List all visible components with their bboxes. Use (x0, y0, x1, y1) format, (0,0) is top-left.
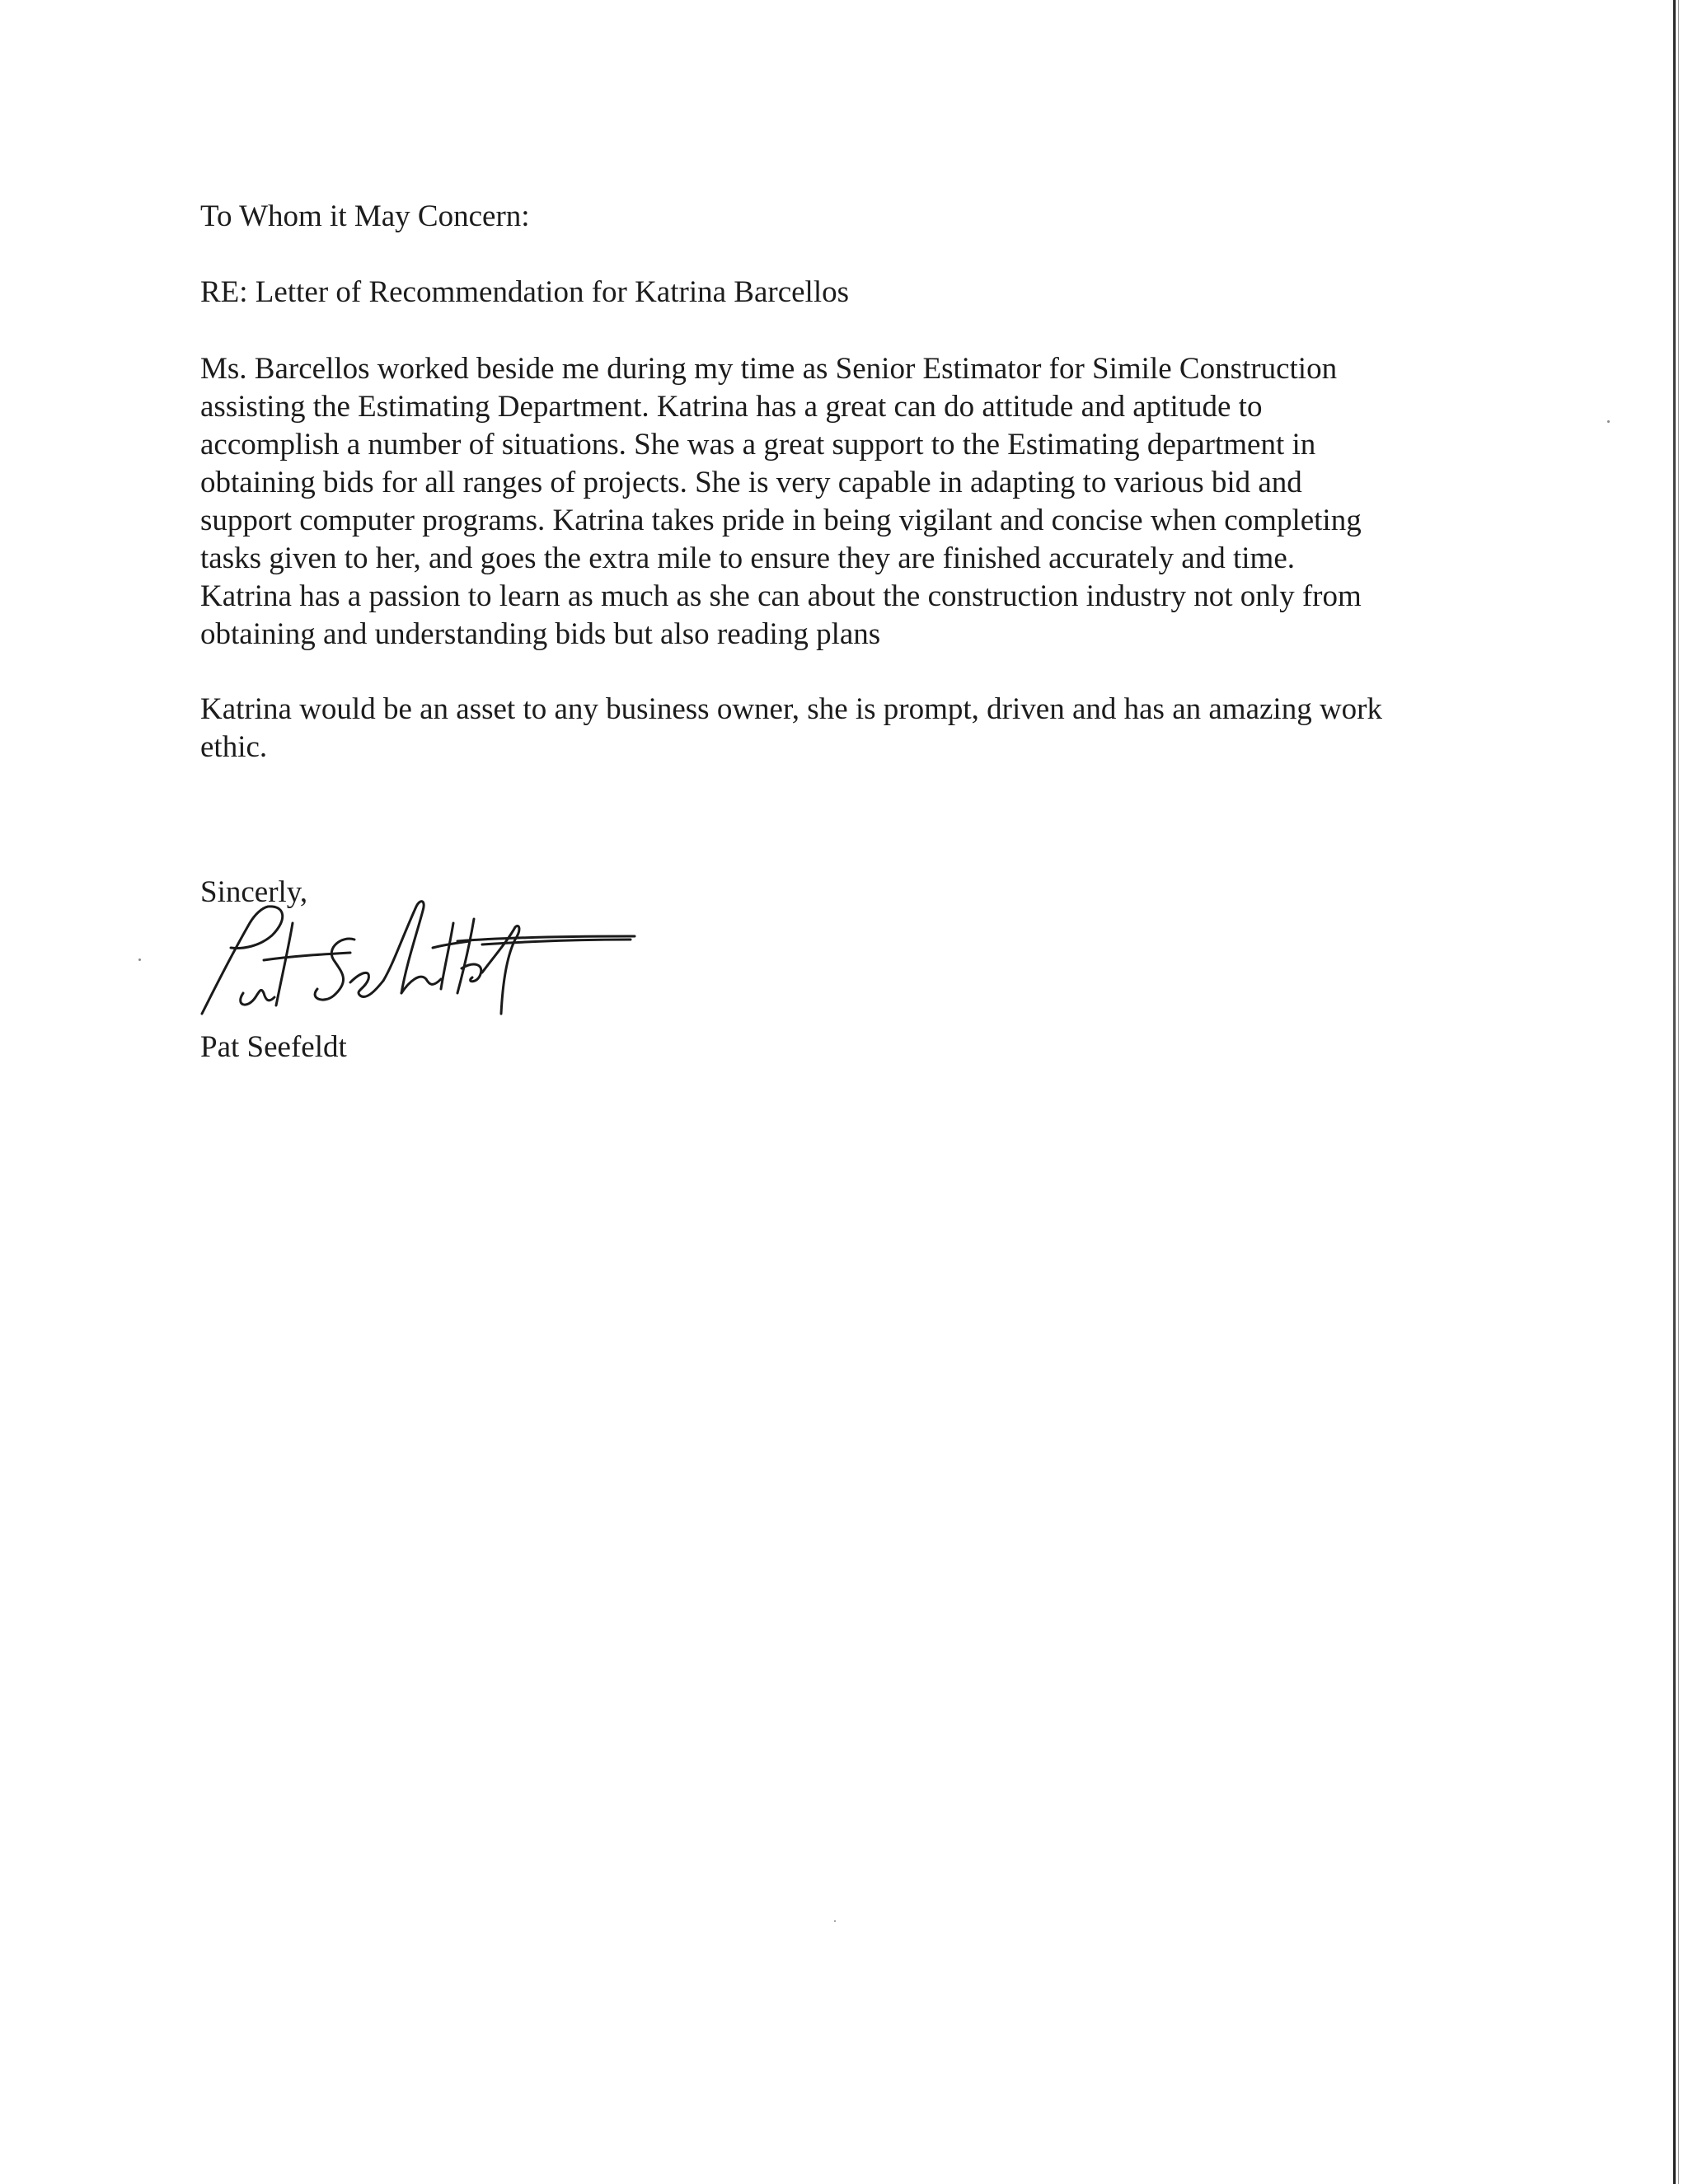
signature-stroke (315, 939, 354, 1000)
signature-stroke (264, 953, 350, 960)
signature-stroke (350, 972, 383, 996)
paragraph-line: Ms. Barcellos worked beside me during my time as Senior Estimator for Simile Construction (200, 352, 1338, 386)
scan-speck (1607, 420, 1610, 423)
paragraph-line: ethic. (200, 730, 268, 764)
signature-stroke (433, 941, 470, 948)
scan-speck (834, 1920, 836, 1922)
body-paragraph-2 (200, 691, 1568, 766)
paragraph-line: obtaining and understanding bids but also reading plans (200, 617, 881, 651)
paragraph-line: Katrina has a passion to learn as much as she can about the construction industry not only from (200, 579, 1362, 613)
paragraph-line: obtaining bids for all ranges of projects. She is very capable in adapting to various bid and (200, 466, 1302, 499)
paragraph-line: support computer programs. Katrina takes pride in being vigilant and concise when completing (200, 504, 1362, 537)
subject-line: RE: Letter of Recommendation for Katrina Barcellos (200, 275, 850, 309)
handwritten-signature (185, 890, 647, 1034)
paragraph-line: Katrina would be an asset to any business owner, she is prompt, driven and has an amazing work (200, 692, 1382, 726)
scan-speck (138, 958, 141, 961)
signature-stroke (462, 964, 481, 982)
signature-stroke (383, 902, 424, 993)
signature-stroke (241, 990, 274, 1005)
paragraph-line: assisting the Estimating Department. Katrina has a great can do attitude and aptitude to (200, 390, 1263, 424)
salutation: To Whom it May Concern: (200, 199, 530, 233)
signature-stroke (441, 923, 453, 989)
closing: Sincerly, (200, 875, 308, 909)
scan-edge-line (1678, 0, 1679, 2184)
body-paragraph-1 (200, 350, 1568, 654)
scan-edge-line (1673, 0, 1676, 2184)
signer-name: Pat Seefeldt (200, 1030, 347, 1064)
paragraph-line: tasks given to her, and goes the extra mile to ensure they are finished accurately and time. (200, 541, 1295, 575)
signature-stroke (482, 940, 631, 944)
signature-stroke (276, 923, 293, 1005)
paragraph-line: accomplish a number of situations. She was a great support to the Estimating department in (200, 428, 1316, 462)
signature-stroke (401, 977, 441, 993)
